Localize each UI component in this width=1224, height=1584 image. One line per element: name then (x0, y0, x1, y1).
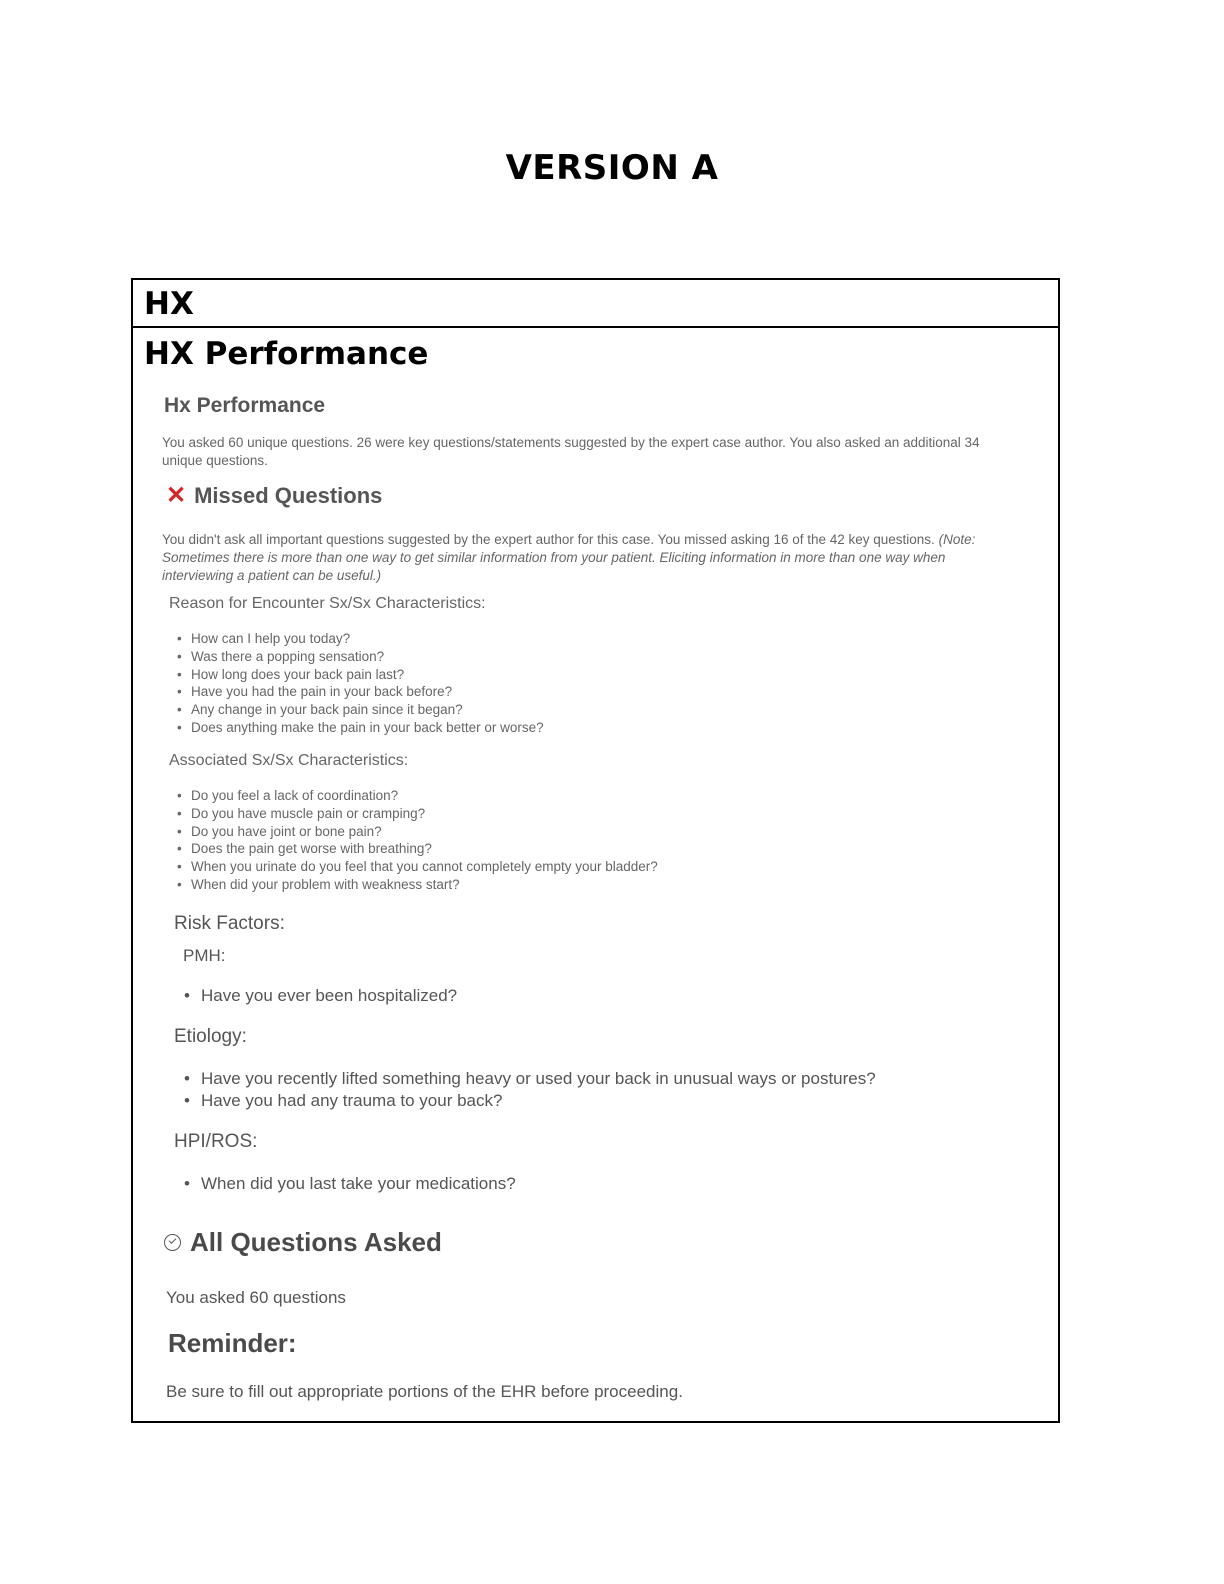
section-title: HX Performance (144, 336, 429, 372)
list-item: • Have you ever been hospitalized? (181, 985, 457, 1007)
reminder-text: Be sure to fill out appropriate portions of the EHR before proceeding. (166, 1382, 683, 1401)
list-item: • Do you feel a lack of coordination? (174, 787, 658, 805)
category-etiology-list (181, 1068, 876, 1111)
check-circle-icon (164, 1234, 181, 1251)
list-item: • Have you recently lifted something heavy or used your back in unusual ways or postures? (181, 1068, 876, 1090)
hx-performance-summary: You asked 60 unique questions. 26 were key questions/statements suggested by the expert case author. You also asked an additional 34 unique questions. (162, 435, 980, 468)
category-risk-label: Risk Factors: (174, 913, 285, 934)
list-item: • Have you had any trauma to your back? (181, 1090, 876, 1112)
missed-questions-label: Missed Questions (194, 483, 383, 508)
hx-performance-heading: Hx Performance (164, 394, 326, 417)
list-item: • How long does your back pain last? (174, 666, 544, 684)
category-reason-list (174, 630, 544, 737)
list-item: • Was there a popping sensation? (174, 648, 544, 666)
x-icon: ✕ (166, 482, 187, 509)
category-etiology-label: Etiology: (174, 1026, 247, 1047)
list-item: • Have you had the pain in your back before? (174, 683, 544, 701)
list-item: • Does anything make the pain in your back better or worse? (174, 719, 544, 737)
list-item: • When did your problem with weakness start? (174, 876, 658, 894)
missed-intro-note: (Note: Sometimes there is more than one way to get similar information from your patient. Eliciting information in more than one way when interviewing a patient can be useful.) (162, 532, 976, 583)
version-title: VERSION A (505, 148, 719, 188)
reminder-heading: Reminder: (168, 1328, 297, 1358)
category-risk-list (181, 985, 457, 1007)
missed-questions-heading (166, 483, 382, 509)
category-hpi-label: HPI/ROS: (174, 1131, 258, 1152)
list-item: • Any change in your back pain since it began? (174, 701, 544, 719)
list-item: • When did you last take your medications? (181, 1173, 516, 1195)
all-questions-text: You asked 60 questions (166, 1288, 346, 1307)
missed-questions-intro (162, 531, 992, 585)
category-associated-list (174, 787, 658, 894)
list-item: • How can I help you today? (174, 630, 544, 648)
list-item: • Do you have muscle pain or cramping? (174, 805, 658, 823)
section-header: HX (133, 280, 1058, 328)
list-item: • When you urinate do you feel that you cannot completely empty your bladder? (174, 858, 658, 876)
missed-intro-text: You didn't ask all important questions suggested by the expert author for this case. You missed asking 16 of the 42 key questions. (162, 532, 935, 547)
list-item: • Does the pain get worse with breathing? (174, 840, 658, 858)
list-item: • Do you have joint or bone pain? (174, 823, 658, 841)
all-questions-heading (164, 1227, 442, 1258)
all-questions-label: All Questions Asked (190, 1227, 442, 1257)
hx-section-box (131, 278, 1060, 1423)
category-associated-label: Associated Sx/Sx Characteristics: (169, 752, 409, 769)
category-hpi-list (181, 1173, 516, 1195)
category-risk-sublabel: PMH: (183, 946, 226, 965)
category-reason-label: Reason for Encounter Sx/Sx Characteristics: (169, 595, 486, 612)
